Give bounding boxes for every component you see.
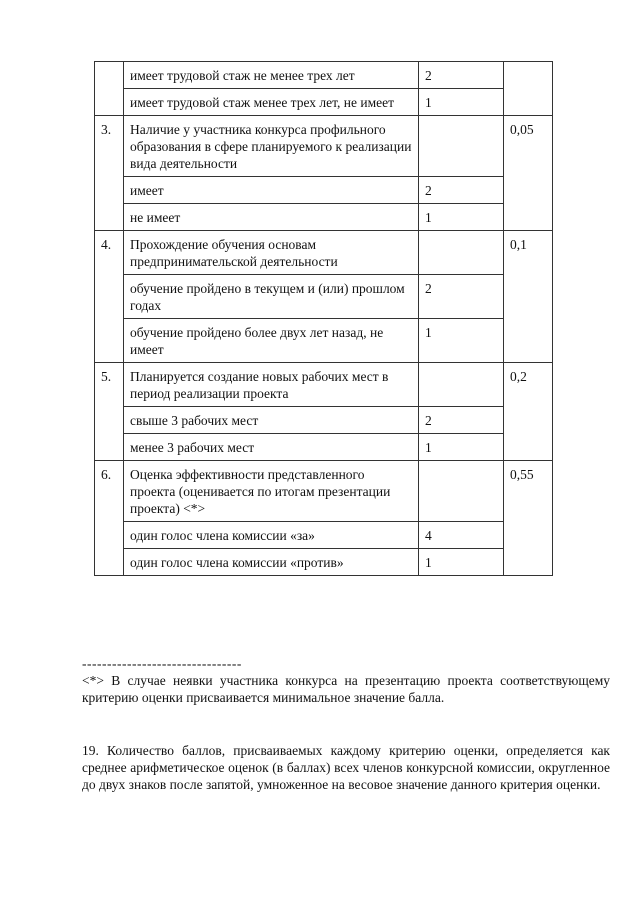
criterion-weight: 0,1 <box>504 231 553 363</box>
criterion-text: имеет трудовой стаж менее трех лет, не имеет <box>124 89 419 116</box>
table-row <box>95 231 553 275</box>
criterion-weight: 0,2 <box>504 363 553 461</box>
criterion-text: Наличие у участника конкурса профильного образования в сфере планируемого к реализации вида деятельности <box>124 116 419 177</box>
criterion-number: 6. <box>95 461 124 576</box>
criterion-score <box>419 116 504 177</box>
criterion-score <box>419 461 504 522</box>
criterion-text: обучение пройдено более двух лет назад, не имеет <box>124 319 419 363</box>
criterion-text: имеет трудовой стаж не менее трех лет <box>124 62 419 89</box>
table-row <box>95 62 553 89</box>
criterion-text: имеет <box>124 177 419 204</box>
table-row <box>95 363 553 407</box>
criterion-score: 2 <box>419 275 504 319</box>
criterion-score: 1 <box>419 89 504 116</box>
criterion-text: не имеет <box>124 204 419 231</box>
criterion-number: 3. <box>95 116 124 231</box>
criterion-weight: 0,05 <box>504 116 553 231</box>
criterion-number <box>95 62 124 116</box>
table-row <box>95 204 553 231</box>
table-row <box>95 116 553 177</box>
criterion-score: 1 <box>419 204 504 231</box>
table-row <box>95 177 553 204</box>
criterion-text: менее 3 рабочих мест <box>124 434 419 461</box>
criterion-number: 5. <box>95 363 124 461</box>
criterion-number: 4. <box>95 231 124 363</box>
footnote-separator: -------------------------------- <box>82 656 242 671</box>
table-row <box>95 461 553 522</box>
table-row <box>95 319 553 363</box>
criterion-text: свыше 3 рабочих мест <box>124 407 419 434</box>
criterion-score <box>419 363 504 407</box>
criterion-text: Прохождение обучения основам предпринимательской деятельности <box>124 231 419 275</box>
criteria-table <box>94 61 553 576</box>
criterion-score: 1 <box>419 319 504 363</box>
table-row <box>95 434 553 461</box>
criterion-text: Оценка эффективности представленного проекта (оценивается по итогам презентации проекта) <*> <box>124 461 419 522</box>
table-row <box>95 275 553 319</box>
criterion-score: 2 <box>419 62 504 89</box>
criterion-text: один голос члена комиссии «против» <box>124 549 419 576</box>
criterion-text: один голос члена комиссии «за» <box>124 522 419 549</box>
criterion-score: 1 <box>419 434 504 461</box>
criterion-weight: 0,55 <box>504 461 553 576</box>
footnote <box>82 655 610 706</box>
table-row <box>95 89 553 116</box>
table-row <box>95 522 553 549</box>
footnote-text: <*> В случае неявки участника конкурса на презентацию проекта соответствующему критерию оценки присваивается минимальное значение балла. <box>82 673 610 705</box>
criterion-weight <box>504 62 553 116</box>
table-row <box>95 407 553 434</box>
criterion-score: 2 <box>419 177 504 204</box>
table-row <box>95 549 553 576</box>
criterion-text: обучение пройдено в текущем и (или) прошлом годах <box>124 275 419 319</box>
criterion-score: 4 <box>419 522 504 549</box>
criterion-score <box>419 231 504 275</box>
criterion-score: 2 <box>419 407 504 434</box>
criterion-text: Планируется создание новых рабочих мест в период реализации проекта <box>124 363 419 407</box>
paragraph-19: 19. Количество баллов, присваиваемых каждому критерию оценки, определяется как среднее арифметическое оценок (в баллах) всех членов конкурсной комиссии, округленное до двух знаков после запятой, умноженное на весовое значение данного критерия оценки. <box>82 743 610 792</box>
criterion-score: 1 <box>419 549 504 576</box>
